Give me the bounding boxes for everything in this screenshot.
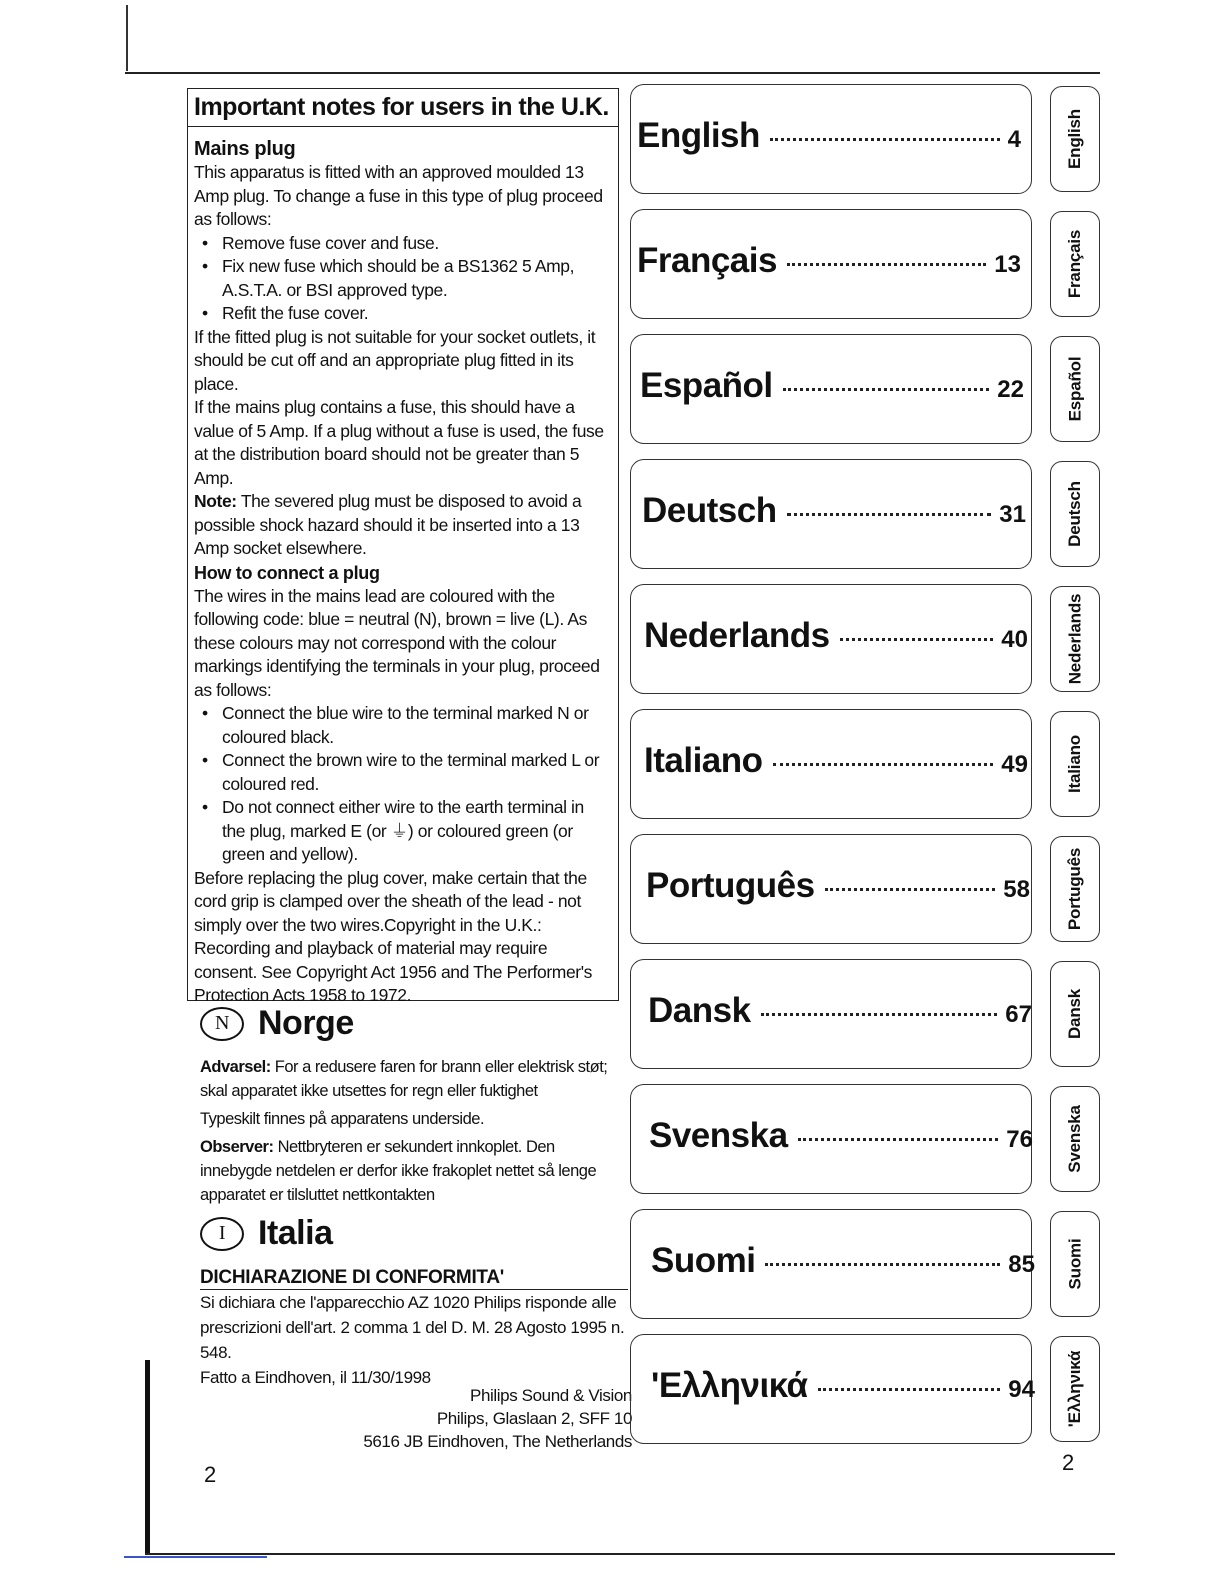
tab-label: Italiano xyxy=(1065,735,1085,793)
conformity-text xyxy=(200,1290,640,1390)
leader-dots xyxy=(773,763,994,766)
socket-paragraph: If the fitted plug is not suitable for your socket outlets, it should be cut off and an appropriate plug fitted in its place. xyxy=(194,326,596,394)
tab-label: Français xyxy=(1065,229,1085,299)
tab-label: Português xyxy=(1065,847,1085,931)
tab-dansk[interactable] xyxy=(1050,961,1100,1067)
toc-entry-suomi[interactable] xyxy=(651,1241,1035,1281)
toc-page: 49 xyxy=(1001,751,1028,778)
uk-notes-box xyxy=(187,88,619,1005)
tab-label: Español xyxy=(1065,356,1085,422)
leader-dots xyxy=(787,513,992,516)
warning-text: For a redusere faren for brann eller elektrisk støt; skal apparatet ikke utsettes for regn eller fuktighet xyxy=(200,1058,608,1100)
toc-label: Français xyxy=(637,241,777,280)
page-number-left: 2 xyxy=(204,1462,217,1487)
norge-heading xyxy=(200,1004,354,1043)
mains-plug-intro: This apparatus is fitted with an approved moulded 13 Amp plug. To change a fuse in this type of plug proceed as follows: xyxy=(194,162,603,229)
fuse-paragraph: If the mains plug contains a fuse, this should have a value of 5 Amp. If a plug without a fuse is used, the fuse at the distribution board should not be greater than 5 Amp. xyxy=(194,397,604,488)
uk-notes-title: Important notes for users in the U.K. xyxy=(188,93,618,127)
observe-text: Nettbryteren er sekundert innkoplet. Den innebygde netdelen er derfor ikke frakoplet nettet så lenge apparatet er tilsluttet nettkontakten xyxy=(200,1138,597,1204)
fuse-step: • Refit the fuse cover. xyxy=(194,302,610,326)
toc-label: Português xyxy=(646,866,815,905)
toc-label: Deutsch xyxy=(642,491,777,530)
connect-step: • Connect the brown wire to the terminal marked L or coloured red. xyxy=(194,749,610,796)
note-label: Note: xyxy=(194,491,237,511)
tab-english[interactable] xyxy=(1050,86,1100,192)
tab-svenska[interactable] xyxy=(1050,1086,1100,1192)
connect-step: • Connect the blue wire to the terminal marked N or coloured black. xyxy=(194,702,610,749)
page-number-right: 2 xyxy=(1062,1450,1075,1475)
mains-plug-heading: Mains plug xyxy=(194,138,296,160)
tab-suomi[interactable] xyxy=(1050,1211,1100,1317)
leader-dots xyxy=(798,1138,999,1141)
leader-dots xyxy=(783,388,990,391)
toc-page: 94 xyxy=(1008,1376,1035,1403)
toc-entry-nederlands[interactable] xyxy=(644,616,1028,656)
observe-label: Observer: xyxy=(200,1138,274,1156)
bottom-rule xyxy=(145,1553,1115,1555)
tab-italiano[interactable] xyxy=(1050,711,1100,817)
toc-entry-greek[interactable] xyxy=(651,1366,1035,1406)
tab-francais[interactable] xyxy=(1050,211,1100,317)
type-plate-text: Typeskilt finnes på apparatens underside. xyxy=(200,1110,485,1128)
tab-label: Deutsch xyxy=(1065,481,1085,547)
norge-title: Norge xyxy=(258,1004,354,1042)
toc-entry-espanol[interactable] xyxy=(640,366,1024,406)
toc-label: English xyxy=(637,116,760,155)
toc-label: Svenska xyxy=(649,1116,788,1155)
tab-label: 'Ελληνικά xyxy=(1065,1350,1085,1428)
toc-label: Suomi xyxy=(651,1241,756,1280)
address-line: Philips Sound & Vision xyxy=(470,1386,632,1405)
tab-label: Dansk xyxy=(1065,988,1084,1040)
leader-dots xyxy=(818,1388,1001,1391)
toc-page: 85 xyxy=(1008,1251,1035,1278)
binding-line xyxy=(126,5,128,71)
scan-mark xyxy=(124,1556,267,1558)
address-line: Philips, Glaslaan 2, SFF 10 xyxy=(436,1409,632,1428)
tab-deutsch[interactable] xyxy=(1050,461,1100,567)
toc-page: 76 xyxy=(1006,1126,1033,1153)
leader-dots xyxy=(761,1013,998,1016)
leader-dots xyxy=(840,638,994,641)
top-rule xyxy=(125,72,1100,74)
binding-bar xyxy=(145,1360,150,1555)
toc-label: Español xyxy=(640,366,773,405)
toc-page: 13 xyxy=(994,251,1021,278)
italia-badge: I xyxy=(200,1217,244,1251)
declaration-text: Si dichiara che l'apparecchio AZ 1020 Philips risponde alle prescrizioni dell'art. 2 comma 1 del D. M. 28 Agosto 1995 n. 548. xyxy=(200,1293,625,1362)
tab-label: Svenska xyxy=(1065,1105,1085,1173)
toc-page: 4 xyxy=(1007,126,1021,153)
leader-dots xyxy=(825,888,996,891)
toc-page: 67 xyxy=(1005,1001,1032,1028)
italia-heading xyxy=(200,1214,332,1253)
toc-label: Nederlands xyxy=(644,616,830,655)
place-date: Fatto a Eindhoven, il 11/30/1998 xyxy=(200,1368,431,1387)
tab-label: Nederlands xyxy=(1065,593,1084,685)
leader-dots xyxy=(787,263,986,266)
closing-paragraph: Before replacing the plug cover, make certain that the cord grip is clamped over the sheath of the lead - not simply over the two wires.Copyright in the U.K.: Recording and playback of material may require consent. See Copyright Act 1956 and The Performer's Protection Acts 1958 to 1972. xyxy=(194,867,592,1005)
norge-badge: N xyxy=(200,1007,244,1041)
connect-intro: The wires in the mains lead are coloured with the following code: blue = neutral (N), brown = live (L). As these colours may not correspond with the colour markings identifying the terminals in your plug, proceed as follows: xyxy=(194,585,600,700)
toc-page: 31 xyxy=(999,501,1026,528)
address-line: 5616 JB Eindhoven, The Netherlands xyxy=(363,1432,632,1451)
toc-page: 22 xyxy=(997,376,1024,403)
note-paragraph xyxy=(194,490,610,561)
note-text: The severed plug must be disposed to avoid a possible shock hazard should it be inserted into a 13 Amp socket elsewhere. xyxy=(194,491,582,558)
connect-heading: How to connect a plug xyxy=(194,562,380,583)
norge-notice xyxy=(200,1055,620,1211)
toc-entry-deutsch[interactable] xyxy=(642,491,1026,531)
toc-entry-svenska[interactable] xyxy=(649,1116,1033,1156)
toc-label: 'Ελληνικά xyxy=(651,1366,808,1405)
toc-entry-dansk[interactable] xyxy=(648,991,1032,1031)
tab-label: Suomi xyxy=(1065,1238,1085,1290)
toc-label: Italiano xyxy=(644,741,763,780)
toc-label: Dansk xyxy=(648,991,751,1030)
leader-dots xyxy=(770,138,1000,141)
toc-entry-italiano[interactable] xyxy=(644,741,1028,781)
toc-page: 58 xyxy=(1003,876,1030,903)
tab-label: English xyxy=(1065,109,1084,169)
warning-label: Advarsel: xyxy=(200,1058,271,1076)
connect-step: • Do not connect either wire to the earth terminal in the plug, marked E (or ⏚) or coloured green (or green and yellow). xyxy=(194,796,610,867)
conformity-heading: DICHIARAZIONE DI CONFORMITA' xyxy=(200,1267,628,1290)
tab-greek[interactable] xyxy=(1050,1336,1100,1442)
fuse-step: • Remove fuse cover and fuse. xyxy=(194,232,610,256)
tab-espanol[interactable] xyxy=(1050,336,1100,442)
tab-portugues[interactable] xyxy=(1050,836,1100,942)
tab-nederlands[interactable] xyxy=(1050,586,1100,692)
toc-page: 40 xyxy=(1001,626,1028,653)
toc-entry-portugues[interactable] xyxy=(646,866,1030,906)
philips-address xyxy=(300,1384,632,1453)
fuse-step: • Fix new fuse which should be a BS1362 5 Amp, A.S.T.A. or BSI approved type. xyxy=(194,255,610,302)
leader-dots xyxy=(765,1263,1000,1266)
toc-entry-francais[interactable] xyxy=(637,241,1021,281)
toc-entry-english[interactable] xyxy=(637,116,1021,156)
italia-title: Italia xyxy=(258,1214,333,1252)
